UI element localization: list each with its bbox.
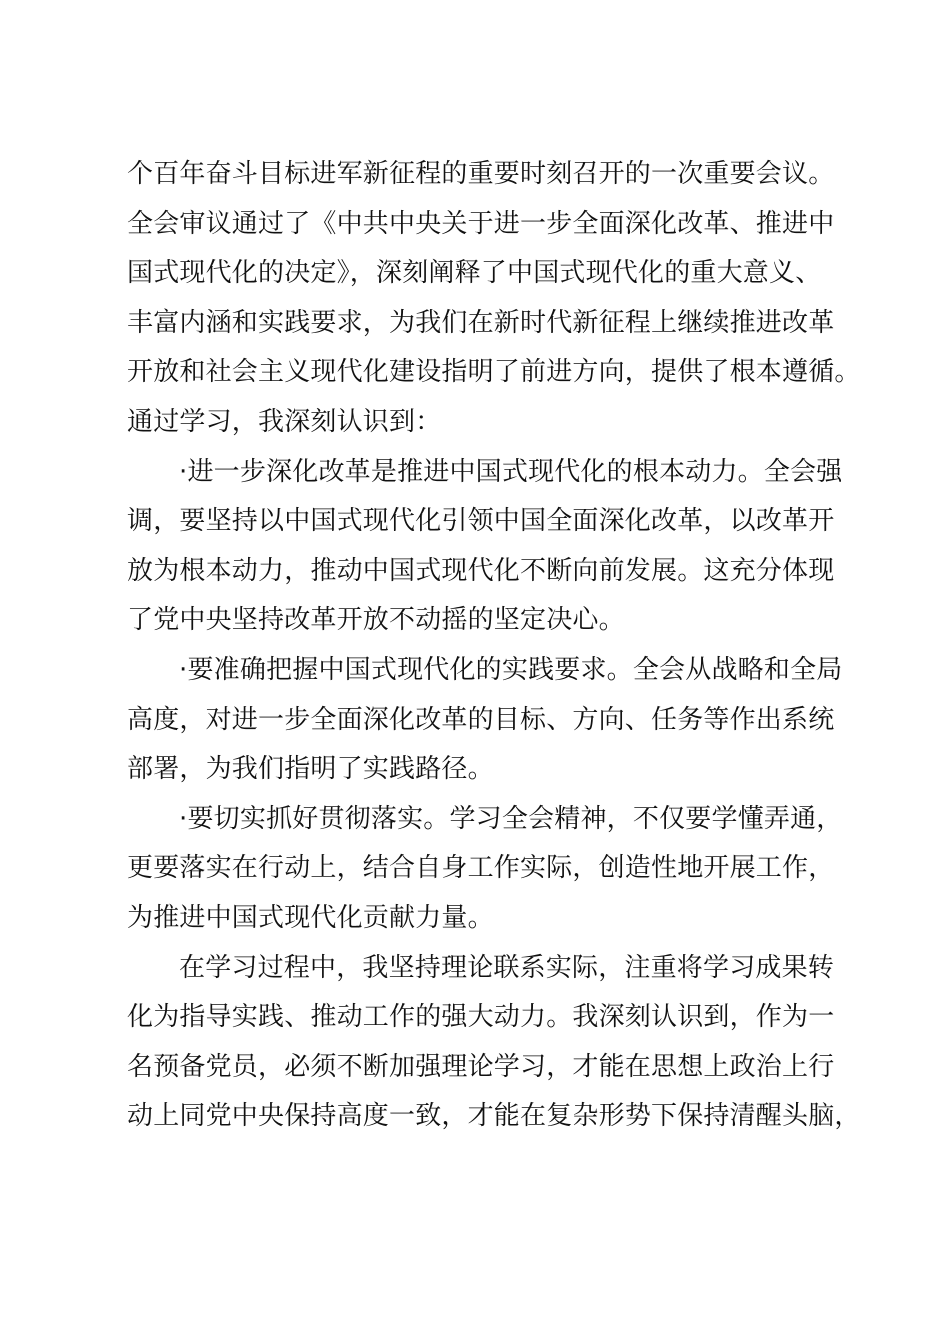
text-line: ·进一步深化改革是推进中国式现代化的根本动力。全会强 xyxy=(179,456,843,487)
text-line: 个百年奋斗目标进军新征程的重要时刻召开的一次重要会议。 xyxy=(127,159,835,189)
text-line: 高度，对进一步全面深化改革的目标、方向、任务等作出系统 xyxy=(127,704,835,735)
text-line: 动上同党中央保持高度一致，才能在复杂形势下保持清醒头脑， xyxy=(127,1101,861,1132)
text-line: 部署，为我们指明了实践路径。 xyxy=(127,754,494,785)
body-text xyxy=(127,150,861,1142)
text-line: 名预备党员，必须不断加强理论学习，才能在思想上政治上行 xyxy=(127,1051,835,1082)
text-line: 丰富内涵和实践要求，为我们在新时代新征程上继续推进改革 xyxy=(127,307,835,338)
text-line: 化为指导实践、推动工作的强大动力。我深刻认识到，作为一 xyxy=(127,1002,835,1033)
text-line: 为推进中国式现代化贡献力量。 xyxy=(127,902,494,933)
text-line: ·要准确把握中国式现代化的实践要求。全会从战略和全局 xyxy=(179,654,843,685)
text-line: 调，要坚持以中国式现代化引领中国全面深化改革，以改革开 xyxy=(127,506,835,537)
text-line: 更要落实在行动上，结合自身工作实际，创造性地开展工作， xyxy=(127,853,835,884)
text-line: 放为根本动力，推动中国式现代化不断向前发展。这充分体现 xyxy=(127,555,835,586)
text-line: ·要切实抓好贯彻落实。学习全会精神，不仅要学懂弄通， xyxy=(179,803,843,834)
text-line: 通过学习，我深刻认识到： xyxy=(127,406,442,437)
text-line: 全会审议通过了《中共中央关于进一步全面深化改革、推进中 xyxy=(127,208,835,239)
text-line: 国式现代化的决定》，深刻阐释了中国式现代化的重大意义、 xyxy=(127,258,822,289)
text-line: 开放和社会主义现代化建设指明了前进方向，提供了根本遵循。 xyxy=(127,357,861,388)
text-line: 在学习过程中，我坚持理论联系实际，注重将学习成果转 xyxy=(179,952,835,983)
text-line: 了党中央坚持改革开放不动摇的坚定决心。 xyxy=(127,605,625,636)
